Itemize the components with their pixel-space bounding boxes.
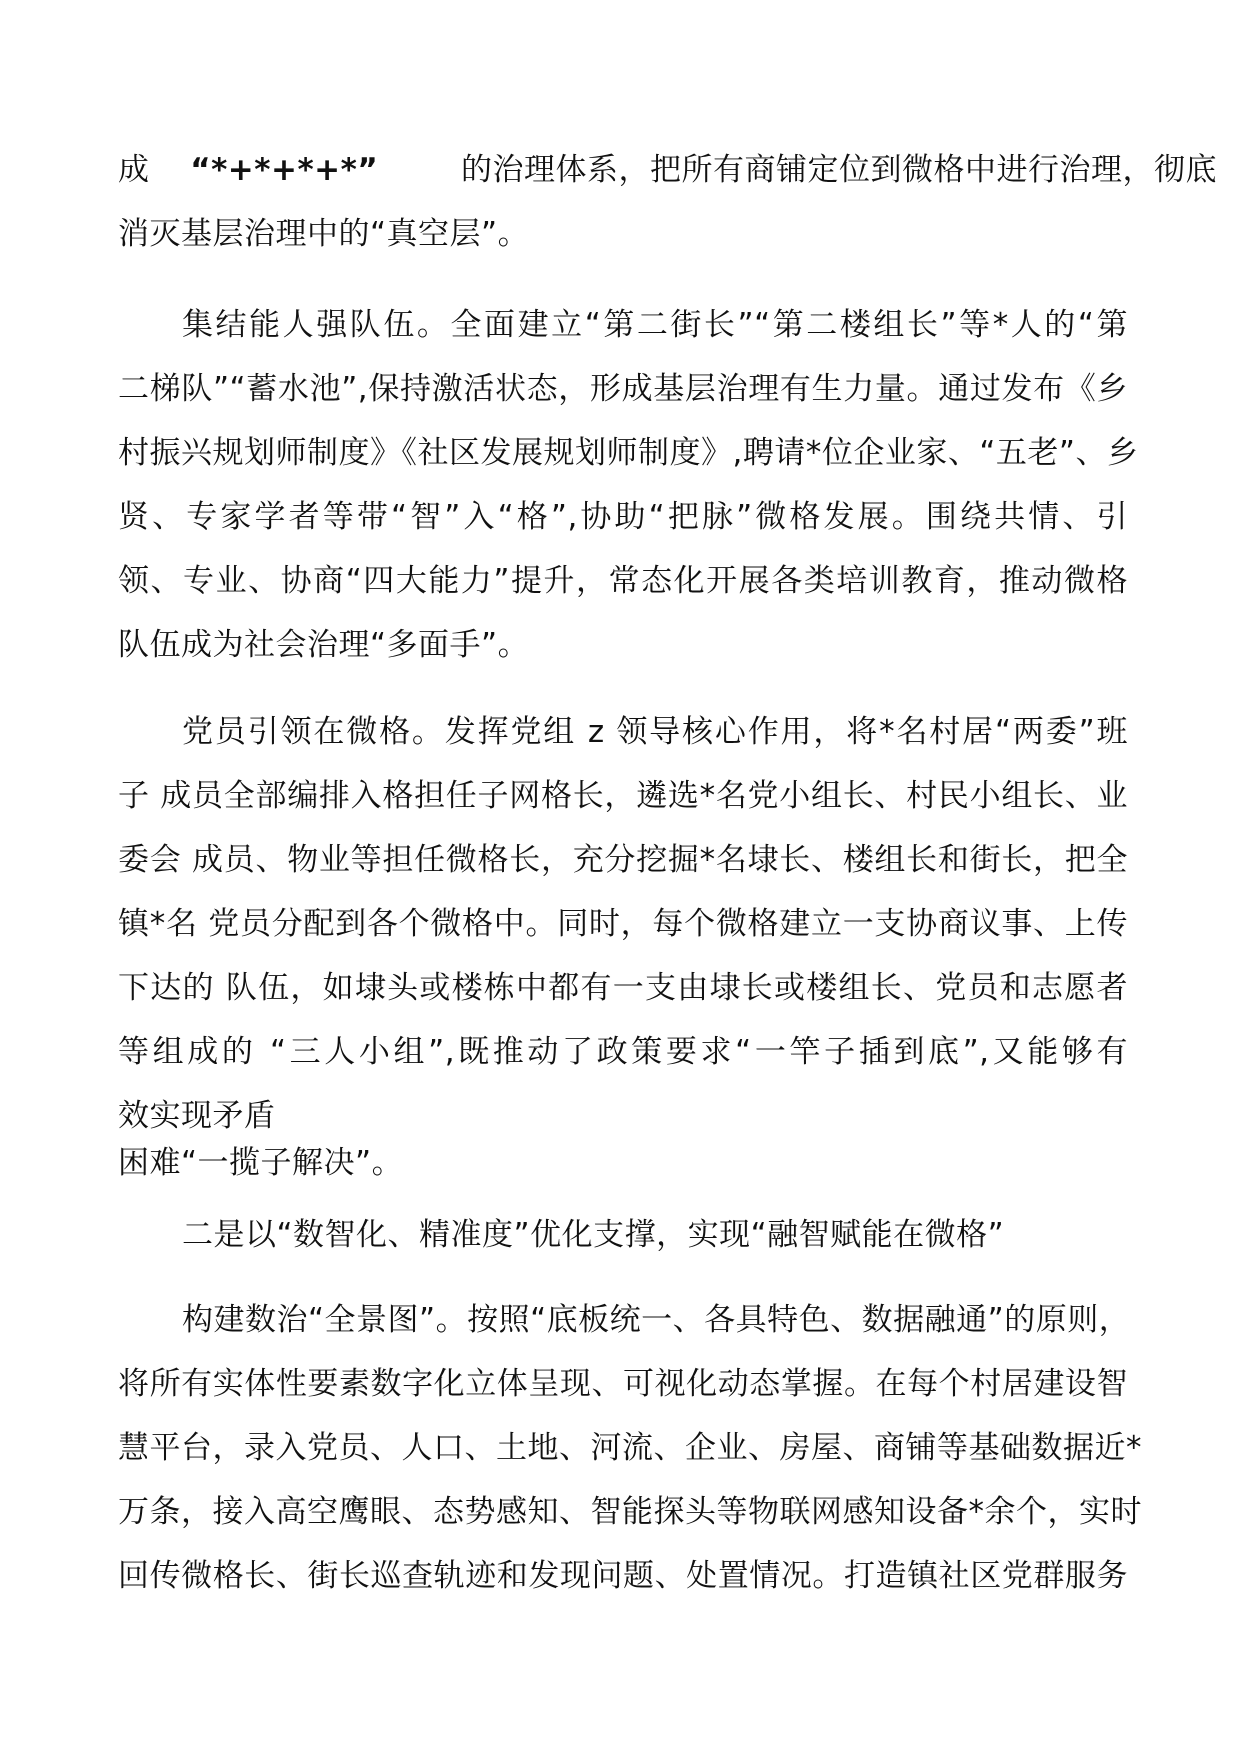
paragraph-3-line-2: 子 成员全部编排入格担任子网格长，遴选*名党小组长、村民小组长、业 bbox=[118, 778, 1128, 814]
paragraph-3-line-4: 镇*名 党员分配到各个微格中。同时，每个微格建立一支协商议事、上传 bbox=[118, 906, 1128, 942]
paragraph-4-line-1: 构建数治“全景图”。按照“底板统一、各具特色、数据融通”的原则， bbox=[182, 1302, 1131, 1338]
paragraph-4-line-2: 将所有实体性要素数字化立体呈现、可视化动态掌握。在每个村居建设智 bbox=[118, 1366, 1128, 1402]
section-heading: 二是以“数智化、精准度”优化支撑，实现“融智赋能在微格” bbox=[182, 1217, 1005, 1253]
paragraph-3-line-3: 委会 成员、物业等担任微格长，充分挖掘*名埭长、楼组长和街长，把全 bbox=[118, 842, 1128, 878]
paragraph-1-line-1-suffix: 的治理体系，把所有商铺定位到微格中进行治理，彻底 bbox=[460, 152, 1217, 188]
paragraph-3-line-8: 困难“一揽子解决”。 bbox=[118, 1145, 404, 1181]
paragraph-2-line-3: 村振兴规划师制度》《社区发展规划师制度》,聘请*位企业家、“五老”、乡 bbox=[118, 435, 1139, 471]
paragraph-1-bold-placeholder: “*+*+*+*” bbox=[190, 152, 379, 188]
paragraph-3-line-5: 下达的 队伍，如埭头或楼栋中都有一支由埭长或楼组长、党员和志愿者 bbox=[118, 970, 1128, 1006]
paragraph-4-line-4: 万条，接入高空鹰眼、态势感知、智能探头等物联网感知设备*余个，实时 bbox=[118, 1494, 1142, 1530]
paragraph-1-line-1-prefix: 成 bbox=[118, 152, 150, 188]
paragraph-2-line-1: 集结能人强队伍。全面建立“第二街长”“第二楼组长”等*人的“第 bbox=[182, 307, 1128, 343]
paragraph-3-line-7: 效实现矛盾 bbox=[118, 1098, 276, 1134]
paragraph-3-line-1: 党员引领在微格。发挥党组 z 领导核心作用，将*名村居“两委”班 bbox=[182, 714, 1128, 750]
paragraph-2-line-5: 领、专业、协商“四大能力”提升，常态化开展各类培训教育，推动微格 bbox=[118, 563, 1128, 599]
paragraph-4-line-5: 回传微格长、街长巡查轨迹和发现问题、处置情况。打造镇社区党群服务 bbox=[118, 1558, 1128, 1594]
paragraph-2-line-2: 二梯队”“蓄水池”,保持激活状态，形成基层治理有生力量。通过发布《乡 bbox=[118, 371, 1128, 407]
paragraph-2-line-4: 贤、专家学者等带“智”入“格”,协助“把脉”微格发展。围绕共情、引 bbox=[118, 499, 1128, 535]
paragraph-1-line-2: 消灭基层治理中的“真空层”。 bbox=[118, 216, 530, 252]
paragraph-2-line-6: 队伍成为社会治理“多面手”。 bbox=[118, 627, 530, 663]
paragraph-4-line-3: 慧平台，录入党员、人口、土地、河流、企业、房屋、商铺等基础数据近* bbox=[118, 1430, 1142, 1466]
paragraph-3-line-6: 等组成的 “三人小组”,既推动了政策要求“一竿子插到底”,又能够有 bbox=[118, 1034, 1128, 1070]
paragraph-1-line-1 bbox=[118, 150, 1217, 190]
